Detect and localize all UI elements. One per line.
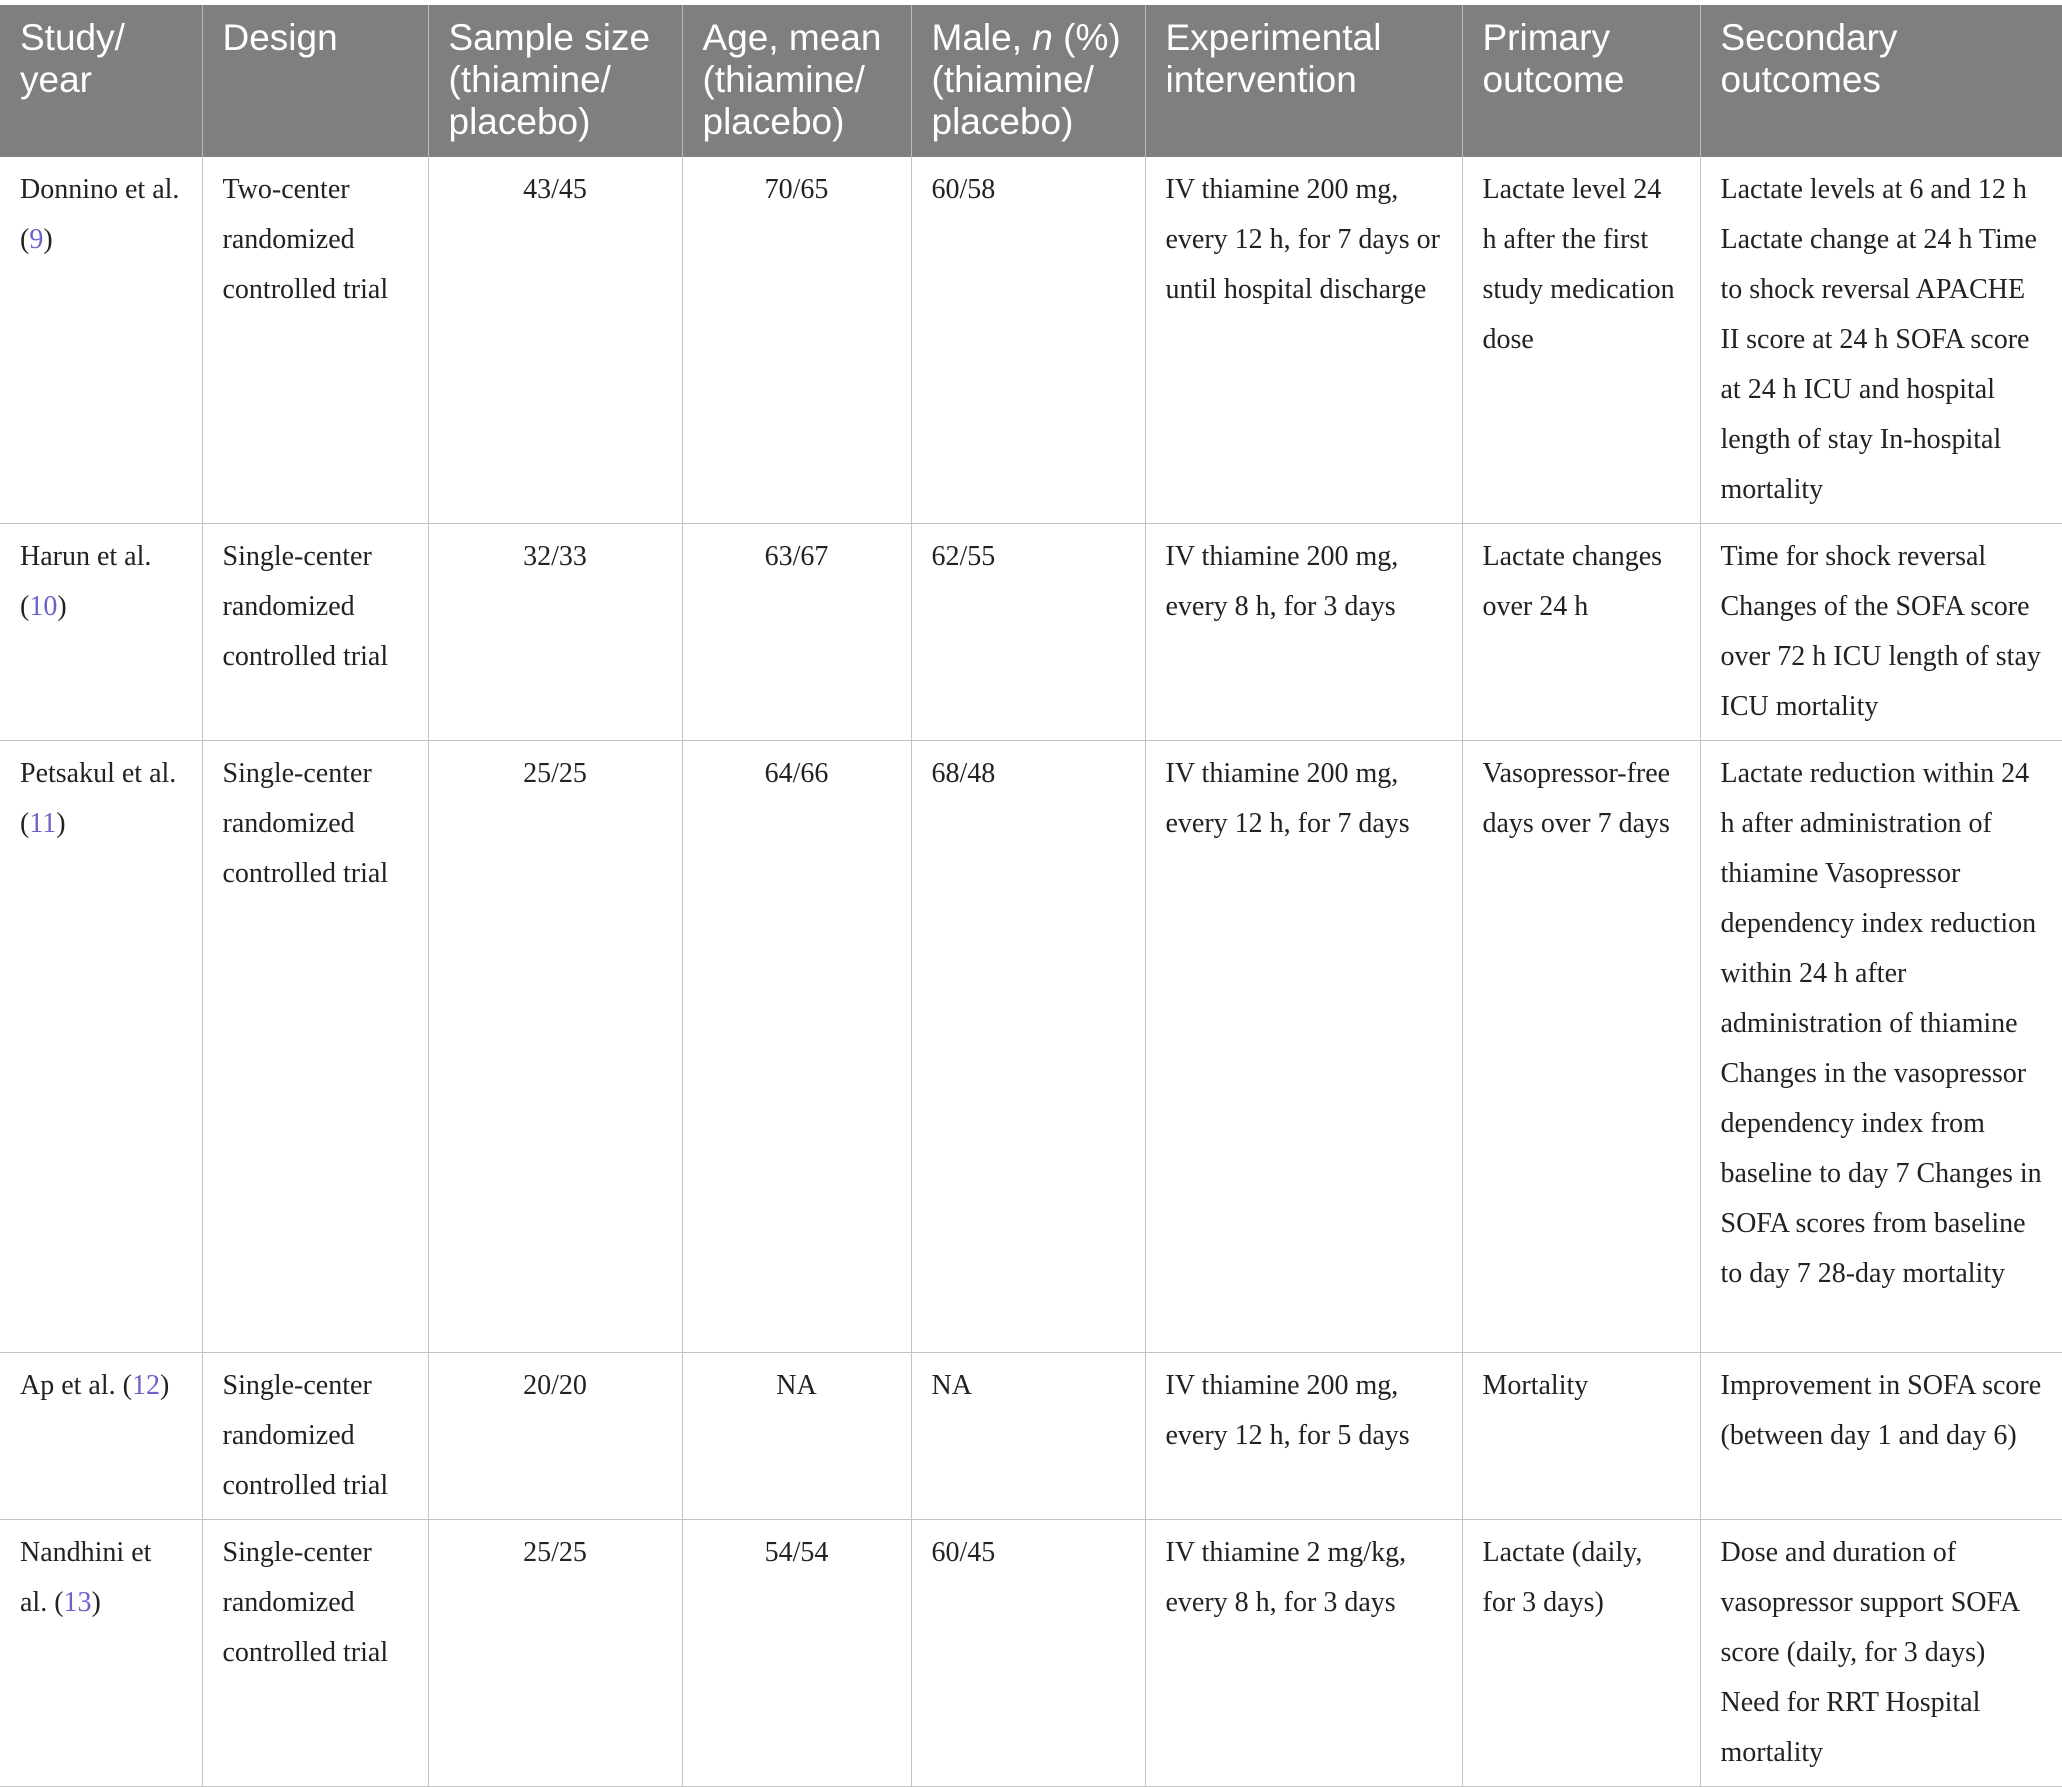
study-name: Ap et al. (	[20, 1370, 132, 1401]
sample-cell: 32/33	[428, 524, 682, 741]
age-cell: 64/66	[682, 741, 911, 1353]
male-cell: 68/48	[911, 741, 1145, 1353]
study-cell	[0, 741, 202, 1353]
table-header	[0, 5, 2062, 157]
study-close: )	[159, 1370, 170, 1401]
sample-cell: 25/25	[428, 1520, 682, 1787]
table-row	[0, 1520, 2062, 1787]
study-cell	[0, 1520, 202, 1787]
table-body	[0, 157, 2062, 1787]
header-primary-outcome: Primary outcome	[1462, 5, 1700, 157]
primary-outcome-cell: Vasopressor-free days over 7 days	[1462, 741, 1700, 1353]
reference-link[interactable]: 9	[29, 224, 44, 255]
primary-outcome-cell: Lactate changes over 24 h	[1462, 524, 1700, 741]
sample-cell: 43/45	[428, 157, 682, 524]
header-male	[911, 5, 1145, 157]
design-cell: Single-center randomized controlled trial	[202, 741, 428, 1353]
secondary-outcomes-cell: Lactate reduction within 24 h after administration of thiamine Vasopressor dependency index reduction within 24 h after administration of thiamine Changes in the vasopressor dependency index from baseline to day 7 Changes in SOFA scores from baseline to day 7 28-day mortality	[1700, 741, 2062, 1353]
table-row	[0, 1353, 2062, 1520]
age-cell: 70/65	[682, 157, 911, 524]
reference-link[interactable]: 11	[29, 808, 57, 839]
male-cell: 60/45	[911, 1520, 1145, 1787]
reference-link[interactable]: 10	[29, 591, 58, 622]
intervention-cell: IV thiamine 200 mg, every 8 h, for 3 days	[1145, 524, 1462, 741]
male-cell: NA	[911, 1353, 1145, 1520]
study-close: )	[56, 808, 66, 839]
study-cell	[0, 524, 202, 741]
header-design: Design	[202, 5, 428, 157]
header-study: Study/ year	[0, 5, 202, 157]
design-cell: Single-center randomized controlled trial	[202, 1520, 428, 1787]
intervention-cell: IV thiamine 200 mg, every 12 h, for 5 days	[1145, 1353, 1462, 1520]
male-cell: 60/58	[911, 157, 1145, 524]
design-cell: Single-center randomized controlled trial	[202, 1353, 428, 1520]
table-row	[0, 741, 2062, 1353]
table-row	[0, 524, 2062, 741]
study-name: Petsakul et al. (	[20, 758, 177, 839]
header-sample-size: Sample size (thiamine/ placebo)	[428, 5, 682, 157]
header-male-prefix: Male,	[931, 17, 1033, 58]
design-cell: Two-center randomized controlled trial	[202, 157, 428, 524]
primary-outcome-cell: Lactate (daily, for 3 days)	[1462, 1520, 1700, 1787]
primary-outcome-cell: Lactate level 24 h after the first study medication dose	[1462, 157, 1700, 524]
header-row	[0, 5, 2062, 157]
study-characteristics-table	[0, 5, 2062, 1787]
reference-link[interactable]: 13	[63, 1587, 92, 1618]
sample-cell: 25/25	[428, 741, 682, 1353]
sample-cell: 20/20	[428, 1353, 682, 1520]
secondary-outcomes-cell: Improvement in SOFA score (between day 1 and day 6)	[1700, 1353, 2062, 1520]
secondary-outcomes-cell: Lactate levels at 6 and 12 h Lactate change at 24 h Time to shock reversal APACHE II score at 24 h SOFA score at 24 h ICU and hospital length of stay In-hospital mortality	[1700, 157, 2062, 524]
header-male-suffix: (%) (thiamine/ placebo)	[931, 17, 1121, 142]
header-age: Age, mean (thiamine/ placebo)	[682, 5, 911, 157]
primary-outcome-cell: Mortality	[1462, 1353, 1700, 1520]
intervention-cell: IV thiamine 2 mg/kg, every 8 h, for 3 days	[1145, 1520, 1462, 1787]
study-cell	[0, 157, 202, 524]
study-close: )	[43, 224, 53, 255]
intervention-cell: IV thiamine 200 mg, every 12 h, for 7 days	[1145, 741, 1462, 1353]
reference-link[interactable]: 12	[131, 1370, 160, 1401]
age-cell: NA	[682, 1353, 911, 1520]
study-name: Harun et al. (	[20, 541, 152, 622]
male-cell: 62/55	[911, 524, 1145, 741]
header-secondary-outcomes: Secondary outcomes	[1700, 5, 2062, 157]
age-cell: 54/54	[682, 1520, 911, 1787]
secondary-outcomes-cell: Time for shock reversal Changes of the SOFA score over 72 h ICU length of stay ICU mortality	[1700, 524, 2062, 741]
secondary-outcomes-cell: Dose and duration of vasopressor support SOFA score (daily, for 3 days) Need for RRT Hospital mortality	[1700, 1520, 2062, 1787]
study-close: )	[91, 1587, 101, 1618]
header-male-n: n	[1032, 17, 1053, 58]
study-name: Nandhini et al. (	[20, 1537, 152, 1618]
study-name: Donnino et al. (	[20, 174, 180, 255]
age-cell: 63/67	[682, 524, 911, 741]
study-close: )	[57, 591, 67, 622]
study-cell	[0, 1353, 202, 1520]
intervention-cell: IV thiamine 200 mg, every 12 h, for 7 days or until hospital discharge	[1145, 157, 1462, 524]
header-intervention: Experimental intervention	[1145, 5, 1462, 157]
design-cell: Single-center randomized controlled trial	[202, 524, 428, 741]
table-row	[0, 157, 2062, 524]
